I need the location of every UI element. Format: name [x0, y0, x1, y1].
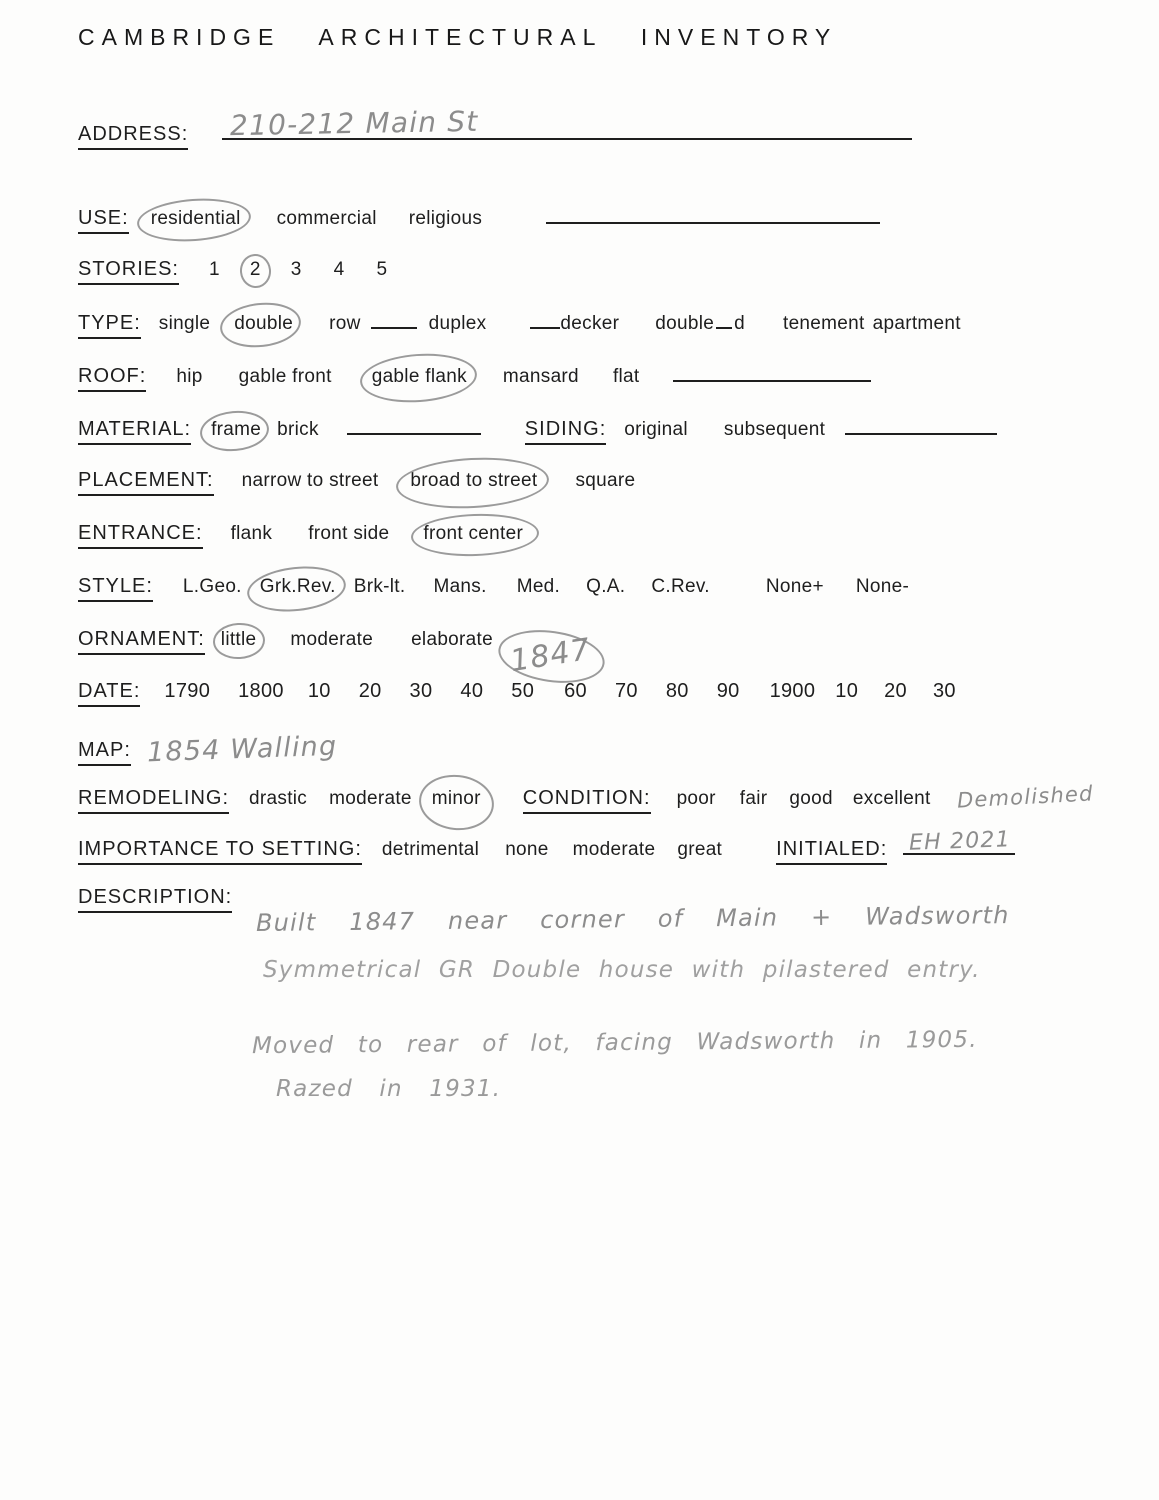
initialed-blank-line	[903, 827, 1015, 856]
importance-option-none: none	[505, 839, 549, 860]
map-handwritten-value: 1854 Walling	[146, 730, 338, 769]
date-option-90: 90	[716, 680, 740, 702]
stories-option-1: 1	[209, 259, 220, 280]
ornament-option-moderate: moderate	[290, 629, 374, 650]
date-handwritten-annotation: 1847	[510, 638, 591, 673]
entrance-option-flank: flank	[230, 523, 273, 544]
stories-label: STORIES:	[78, 258, 179, 285]
form-title: CAMBRIDGE ARCHITECTURAL INVENTORY	[78, 24, 838, 50]
use-blank-line	[546, 206, 880, 224]
use-row	[78, 206, 880, 234]
placement-option-narrow: narrow to street	[241, 470, 379, 491]
siding-option-subsequent: subsequent	[723, 419, 826, 440]
map-row	[78, 730, 338, 769]
description-line-3: Moved to rear of lot, facing Wadsworth in 1905.	[251, 1026, 978, 1060]
stories-option-3: 3	[290, 259, 302, 280]
date-option-1910: 10	[835, 680, 859, 702]
style-option-crev: C.Rev.	[651, 576, 710, 597]
style-option-med: Med.	[516, 576, 561, 597]
date-option-1920: 20	[884, 680, 907, 702]
ornament-option-elaborate: elaborate	[411, 629, 493, 650]
description-line-4: Razed in 1931.	[276, 1076, 502, 1102]
type-option-apartment: apartment	[872, 313, 961, 334]
style-row	[78, 575, 909, 602]
roof-row	[78, 364, 871, 392]
placement-label: PLACEMENT:	[78, 469, 214, 496]
type-option-double-d: double	[655, 313, 715, 334]
date-option-10: 10	[307, 680, 331, 702]
roof-blank-line	[673, 364, 871, 382]
roof-option-mansard: mansard	[502, 366, 579, 387]
style-option-none-minus: None-	[855, 576, 910, 597]
date-option-20: 20	[358, 680, 382, 702]
placement-option-broad: broad to street	[410, 470, 537, 492]
type-option-row: row	[329, 313, 361, 334]
description-line-2: Symmetrical GR Double house with pilastered entry.	[263, 957, 981, 983]
initialed-handwritten-value: EH 2021	[908, 827, 1012, 856]
condition-option-poor: poor	[676, 788, 716, 809]
remodeling-label: REMODELING:	[78, 787, 229, 814]
roof-label: ROOF:	[78, 365, 146, 392]
material-label: MATERIAL:	[78, 418, 191, 445]
remodeling-option-drastic: drastic	[249, 788, 308, 809]
date-option-70: 70	[614, 680, 638, 702]
date-option-60: 60	[564, 680, 587, 702]
roof-option-gable-flank: gable flank	[372, 366, 467, 388]
siding-label: SIDING:	[525, 418, 606, 445]
type-option-double: double	[234, 313, 293, 335]
ornament-option-little: little	[221, 629, 257, 651]
date-option-1800: 1800	[238, 680, 284, 702]
date-option-40: 40	[460, 680, 484, 702]
type-double-d-blank	[716, 311, 732, 329]
style-option-brklt: Brk-lt.	[353, 576, 406, 597]
placement-row	[78, 469, 635, 496]
stories-option-2: 2	[250, 259, 261, 281]
date-option-1790: 1790	[164, 680, 211, 702]
importance-label: IMPORTANCE TO SETTING:	[78, 838, 362, 865]
remodeling-option-moderate: moderate	[329, 788, 412, 809]
stories-option-5: 5	[376, 259, 388, 280]
entrance-label: ENTRANCE:	[78, 522, 203, 549]
type-row-blank	[371, 311, 417, 329]
description-line-1: Built 1847 near corner of Main + Wadsworth	[255, 901, 1010, 937]
initialed-label: INITIALED:	[776, 838, 887, 865]
style-option-grkrev: Grk.Rev.	[260, 576, 336, 598]
address-label: ADDRESS:	[78, 123, 188, 150]
entrance-option-front-center: front center	[423, 523, 523, 545]
description-label: DESCRIPTION:	[78, 886, 232, 913]
type-option-tenement: tenement	[782, 313, 865, 334]
map-label: MAP:	[78, 739, 131, 766]
placement-option-square: square	[575, 470, 636, 491]
importance-option-moderate: moderate	[572, 839, 656, 860]
ornament-row	[78, 628, 493, 655]
roof-option-flat: flat	[612, 366, 640, 387]
entrance-option-front-side: front side	[308, 523, 390, 544]
style-label: STYLE:	[78, 575, 153, 602]
condition-label: CONDITION:	[523, 787, 651, 814]
importance-row	[78, 827, 1015, 865]
type-label: TYPE:	[78, 312, 141, 339]
date-option-1900: 1900	[769, 680, 816, 702]
use-option-commercial: commercial	[276, 208, 377, 229]
condition-handwritten-annotation: Demolished	[956, 781, 1094, 813]
date-row	[78, 680, 956, 707]
address-row	[78, 104, 912, 150]
material-option-brick: brick	[277, 419, 319, 440]
remodeling-row	[78, 781, 1094, 814]
description-row	[78, 886, 232, 913]
use-label: USE:	[78, 207, 129, 234]
stories-option-4: 4	[333, 259, 345, 280]
entrance-row	[78, 522, 523, 549]
siding-blank-line	[845, 417, 997, 435]
type-decker-blank	[530, 311, 560, 329]
siding-option-original: original	[624, 419, 688, 440]
date-option-80: 80	[665, 680, 689, 702]
remodeling-option-minor: minor	[432, 788, 481, 810]
date-option-30: 30	[409, 680, 433, 702]
type-option-single: single	[158, 313, 211, 334]
type-option-d: d	[734, 313, 745, 334]
address-blank-line	[222, 104, 912, 143]
roof-option-gable-front: gable front	[238, 366, 332, 387]
style-option-none-plus: None+	[765, 576, 824, 597]
importance-option-great: great	[677, 839, 723, 860]
type-row	[78, 311, 961, 339]
date-label: DATE:	[78, 680, 140, 707]
use-option-religious: religious	[408, 208, 483, 229]
type-option-duplex: duplex	[428, 313, 487, 334]
address-handwritten-value: 210-212 Main St	[229, 104, 479, 143]
date-option-50: 50	[511, 680, 535, 702]
use-option-residential: residential	[151, 208, 241, 230]
condition-option-excellent: excellent	[852, 788, 931, 809]
stories-row	[78, 258, 387, 285]
roof-option-hip: hip	[176, 366, 203, 387]
style-option-lgeo: L.Geo.	[182, 576, 242, 597]
date-option-1930: 30	[932, 680, 956, 702]
style-option-mans: Mans.	[433, 576, 487, 597]
type-option-decker: decker	[560, 313, 620, 334]
ornament-label: ORNAMENT:	[78, 628, 205, 655]
style-option-qa: Q.A.	[586, 576, 626, 597]
material-row	[78, 417, 997, 445]
condition-option-fair: fair	[739, 788, 768, 809]
condition-option-good: good	[789, 788, 833, 809]
material-blank-line	[347, 417, 481, 435]
material-option-frame: frame	[211, 419, 261, 441]
importance-option-detrimental: detrimental	[381, 839, 480, 860]
